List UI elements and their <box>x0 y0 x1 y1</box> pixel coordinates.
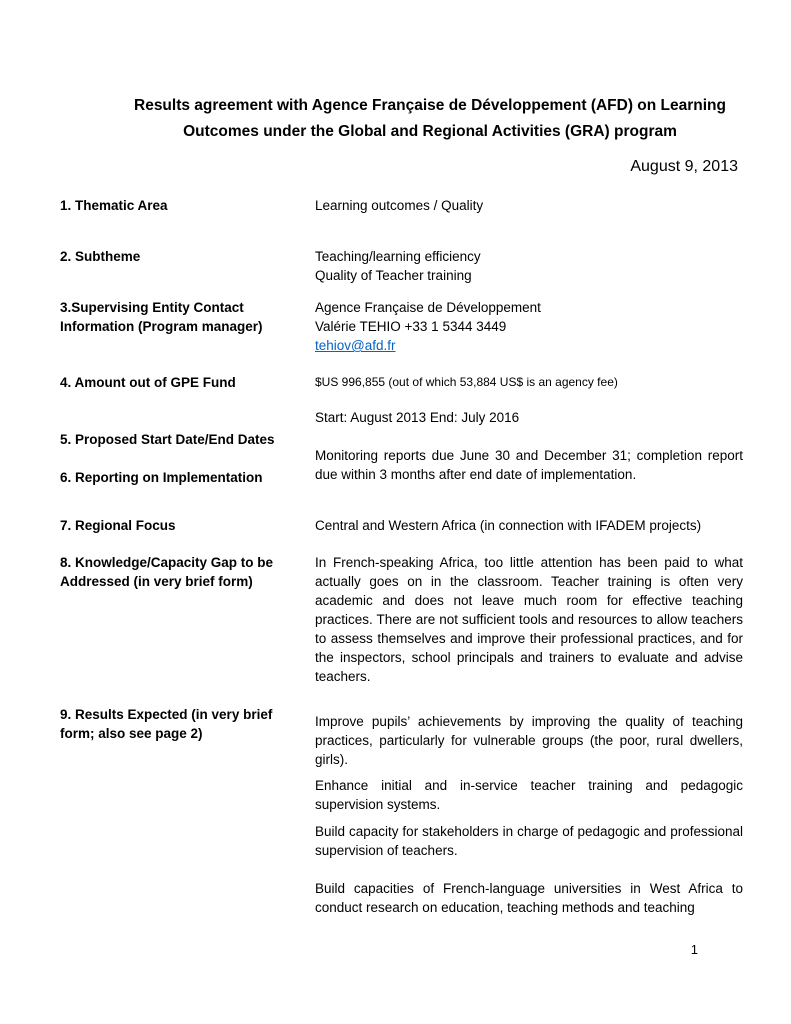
results-item-4: Build capacities of French-language universities in West Africa to conduct research on education, teaching methods and teaching <box>315 881 743 915</box>
supervising-entity-label <box>60 298 300 336</box>
supervising-entity-value <box>315 298 743 355</box>
results-expected-label <box>60 705 300 743</box>
reporting-value: Monitoring reports due June 30 and December 31; completion report due within 3 months after end date of implementation. <box>315 448 743 482</box>
results-expected-label-line-2: form; also see page 2) <box>60 726 203 741</box>
supervising-entity-contact: Valérie TEHIO +33 1 5344 3449 <box>315 319 507 334</box>
supervising-entity-label-line-2: Information (Program manager) <box>60 319 263 334</box>
thematic-area-label: 1. Thematic Area <box>60 198 168 213</box>
document-title <box>60 93 791 145</box>
supervising-entity-org: Agence Française de Développement <box>315 300 541 315</box>
subtheme-value-line-2: Quality of Teacher training <box>315 268 472 283</box>
subtheme-label: 2. Subtheme <box>60 249 141 264</box>
knowledge-gap-label-line-1: 8. Knowledge/Capacity Gap to be <box>60 555 274 570</box>
dates-label: 5. Proposed Start Date/End Dates <box>60 432 275 447</box>
results-item-3: Build capacity for stakeholders in charge of pedagogic and professional supervision of teachers. <box>315 824 743 858</box>
subtheme-value <box>315 247 743 285</box>
results-item-2: Enhance initial and in-service teacher training and pedagogic supervision systems. <box>315 778 743 812</box>
document-date: August 9, 2013 <box>630 158 738 175</box>
knowledge-gap-label <box>60 553 300 591</box>
regional-focus-value: Central and Western Africa (in connection with IFADEM projects) <box>315 518 702 533</box>
contact-email-link[interactable]: tehiov@afd.fr <box>315 338 396 353</box>
results-item-1: Improve pupils’ achievements by improving the quality of teaching practices, particularly for vulnerable groups (the poor, rural dwellers, girls). <box>315 714 743 767</box>
knowledge-gap-value: In French-speaking Africa, too little attention has been paid to what actually goes on in the classroom. Teacher training is often very academic and does not leave much room for effective teaching practices. There are not sufficient tools and resources to allow teachers to assess themselves and improve their professional practices, and for the inspectors, school principals and trainers to evaluate and advise teachers. <box>315 555 743 684</box>
amount-label: 4. Amount out of GPE Fund <box>60 375 236 390</box>
supervising-entity-label-line-1: 3.Supervising Entity Contact <box>60 300 244 315</box>
dates-value: Start: August 2013 End: July 2016 <box>315 410 520 425</box>
subtheme-value-line-1: Teaching/learning efficiency <box>315 249 481 264</box>
results-expected-label-line-1: 9. Results Expected (in very brief <box>60 707 273 722</box>
title-line-1: Results agreement with Agence Française de Développement (AFD) on Learning <box>134 97 726 114</box>
reporting-label: 6. Reporting on Implementation <box>60 470 263 485</box>
page-number: 1 <box>690 942 698 957</box>
amount-value: $US 996,855 (out of which 53,884 US$ is an agency fee) <box>315 375 618 389</box>
thematic-area-value: Learning outcomes / Quality <box>315 198 484 213</box>
knowledge-gap-label-line-2: Addressed (in very brief form) <box>60 574 253 589</box>
regional-focus-label: 7. Regional Focus <box>60 518 176 533</box>
title-line-2: Outcomes under the Global and Regional Activities (GRA) program <box>183 123 677 140</box>
